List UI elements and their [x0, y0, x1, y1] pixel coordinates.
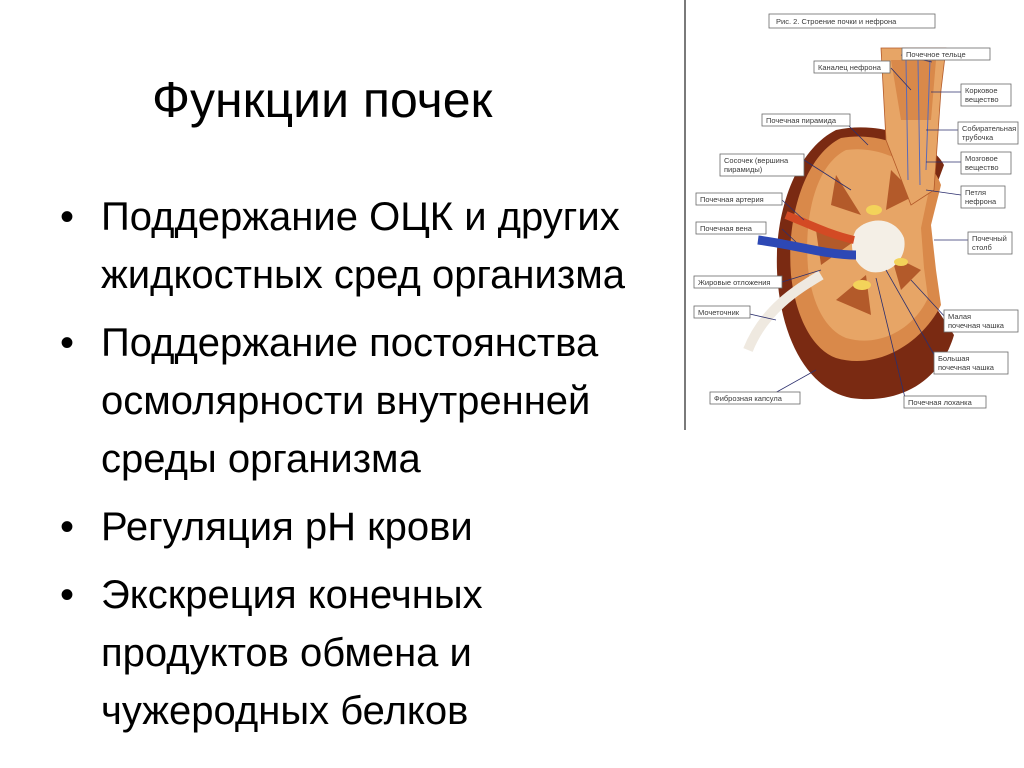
label-minor-calyx-line1: Малая — [948, 312, 972, 321]
label-renal-vein: Почечная вена — [700, 224, 752, 233]
label-nephron-tubule: Каналец нефрона — [818, 63, 881, 72]
bullet-item — [60, 314, 680, 488]
kidney-diagram — [684, 0, 1024, 430]
label-nephron-loop-line2: нефрона — [965, 197, 997, 206]
label-renal-corpuscle: Почечное тельце — [906, 50, 966, 59]
bullet-marker: • — [60, 195, 75, 239]
label-cortex-line1: Корковое — [965, 86, 998, 95]
bullet-marker: • — [60, 573, 75, 617]
label-minor-calyx-line2: почечная чашка — [948, 321, 1004, 330]
label-major-calyx-line2: почечная чашка — [938, 363, 994, 372]
label-medulla-line2: вещество — [965, 163, 999, 172]
label-cortex-line2: вещество — [965, 95, 999, 104]
bullet-list — [60, 188, 680, 750]
label-renal-column-line1: Почечный — [972, 234, 1007, 243]
label-fibrous-capsule: Фиброзная капсула — [714, 394, 782, 403]
bullet-marker: • — [60, 321, 75, 365]
label-medulla-line1: Мозговое — [965, 154, 998, 163]
label-fat-deposits: Жировые отложения — [698, 278, 771, 287]
label-ureter: Мочеточник — [698, 308, 740, 317]
label-collecting-duct-line1: Собирательная — [962, 124, 1017, 133]
fat-deposit-shape — [866, 205, 882, 215]
bullet-item — [60, 188, 680, 304]
figure-caption: Рис. 2. Строение почки и нефрона — [776, 17, 897, 26]
bullet-marker: • — [60, 505, 75, 549]
label-renal-artery: Почечная артерия — [700, 195, 764, 204]
label-papilla-line2: пирамиды) — [724, 165, 763, 174]
slide-title: Функции почек — [152, 72, 493, 128]
bullet-text: Поддержание ОЦК и других жидкостных сред организма — [101, 195, 625, 297]
fat-deposit-shape — [853, 280, 871, 290]
label-nephron-loop-line1: Петля — [965, 188, 987, 197]
label-renal-column-line2: столб — [972, 243, 992, 252]
label-renal-pyramid: Почечная пирамида — [766, 116, 837, 125]
kidney-illustration — [686, 0, 1024, 430]
bullet-text: Поддержание постоянства осмолярности внутренней среды организма — [101, 321, 599, 481]
bullet-text: Экскреция конечных продуктов обмена и чужеродных белков — [101, 573, 483, 733]
label-collecting-duct-line2: трубочка — [962, 133, 994, 142]
label-renal-pelvis: Почечная лоханка — [908, 398, 972, 407]
bullet-text: Регуляция рН крови — [101, 505, 473, 549]
fat-deposit-shape — [894, 258, 908, 266]
label-major-calyx-line1: Большая — [938, 354, 970, 363]
bullet-item — [60, 498, 680, 556]
label-papilla-line1: Сосочек (вершина — [724, 156, 789, 165]
bullet-item — [60, 566, 680, 740]
